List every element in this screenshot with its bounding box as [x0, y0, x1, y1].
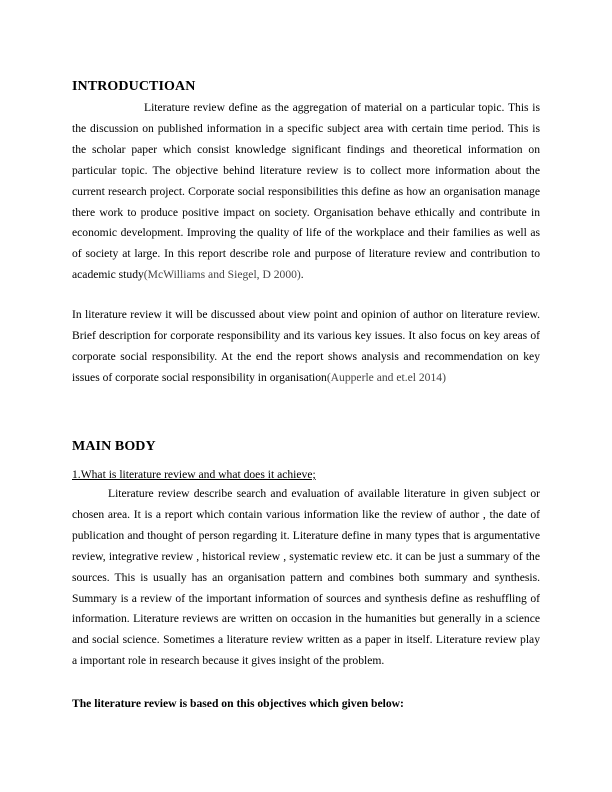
introduction-paragraph-1	[72, 98, 540, 286]
objectives-intro-line: The literature review is based on this objectives which given below:	[72, 697, 404, 710]
introduction-paragraph-2	[72, 305, 540, 389]
introduction-paragraph-1-end: .	[300, 268, 304, 282]
introduction-paragraph-2-text: In literature review it will be discussed about view point and opinion of author on literature review. Brief description for corporate responsibility and its various key issues. It also focus on key areas of corporate social responsibility. At the end the report shows analysis and recommendation on key issues of corporate social responsibility in organisation	[72, 308, 540, 384]
section-1-subheading: 1.What is literature review and what does it achieve;	[72, 468, 316, 481]
citation-mcwilliams-siegel: (McWilliams and Siegel, D 2000)	[143, 268, 301, 282]
main-body-paragraph: Literature review describe search and evaluation of available literature in given subject or chosen area. It is a report which contain various information like the review of author , the date of publication and thought of person regarding it. Literature define in many types that is argumentative review, integrative review , historical review , systematic review etc. it can be just a summary of the sources. This is usually has an organisation pattern and combines both summary and synthesis. Summary is a review of the important information of sources and synthesis define as reshuffling of information. Literature reviews are written on occasion in the humanities but generally in a science and social science. Sometimes a literature review written as a paper in itself. Literature review play a important role in research because it gives insight of the problem.	[72, 487, 540, 668]
introduction-paragraph-1-text: Literature review define as the aggregation of material on a particular topic. This is the discussion on published information in a specific subject area with certain time period. This is the scholar paper which consist knowledge significant findings and theoretical information on particular topic. The objective behind literature review is to collect more information about the current research project. Corporate social responsibilities this define as how an organisation manage there work to produce positive impact on society. Organisation behave ethically and contribute in economic development. Improving the quality of life of the workplace and their families as well as of society at large. In this report describe role and purpose of literature review and contribution to academic study	[72, 101, 540, 282]
citation-aupperle: (Aupperle and et.el 2014)	[326, 370, 446, 384]
introduction-heading: INTRODUCTIOAN	[72, 79, 196, 94]
main-body-heading: MAIN BODY	[72, 439, 156, 454]
